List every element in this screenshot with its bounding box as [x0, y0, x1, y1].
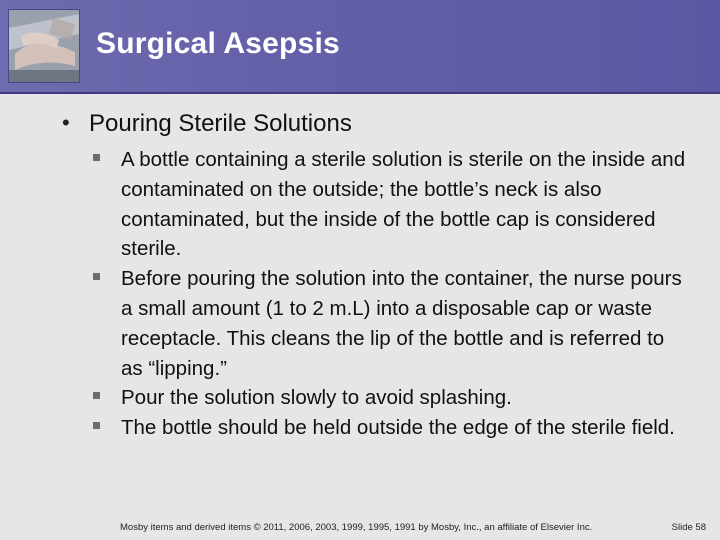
list-item — [121, 145, 691, 264]
title-bar — [0, 0, 720, 94]
list-item — [121, 383, 691, 413]
main-bullet-icon: • — [62, 110, 70, 135]
square-bullet-icon — [93, 422, 100, 429]
slide-number: Slide 58 — [671, 522, 706, 533]
list-item — [121, 413, 691, 443]
hands-photo-icon — [9, 10, 79, 82]
square-bullet-icon — [93, 154, 100, 161]
header-photo — [8, 9, 80, 83]
list-item — [121, 264, 691, 383]
main-heading: Pouring Sterile Solutions — [89, 110, 352, 137]
square-bullet-icon — [93, 273, 100, 280]
list-item-text: The bottle should be held outside the edge of the sterile field. — [121, 416, 675, 440]
list-item-text: Before pouring the solution into the container, the nurse pours a small amount (1 to 2 m.L) into a disposable cap or waste receptacle. This cleans the lip of the bottle and is referred to as “lipping.” — [121, 267, 682, 380]
sub-bullet-list — [0, 145, 720, 443]
list-item-text: Pour the solution slowly to avoid splashing. — [121, 386, 512, 410]
list-item-text: A bottle containing a sterile solution is sterile on the inside and contaminated on the outside; the bottle’s neck is also contaminated, but the inside of the bottle cap is considered sterile. — [121, 148, 686, 261]
square-bullet-icon — [93, 392, 100, 399]
slide-title: Surgical Asepsis — [96, 27, 340, 60]
copyright-footer: Mosby items and derived items © 2011, 2006, 2003, 1999, 1995, 1991 by Mosby, Inc., an affiliate of Elsevier Inc. — [120, 522, 593, 533]
